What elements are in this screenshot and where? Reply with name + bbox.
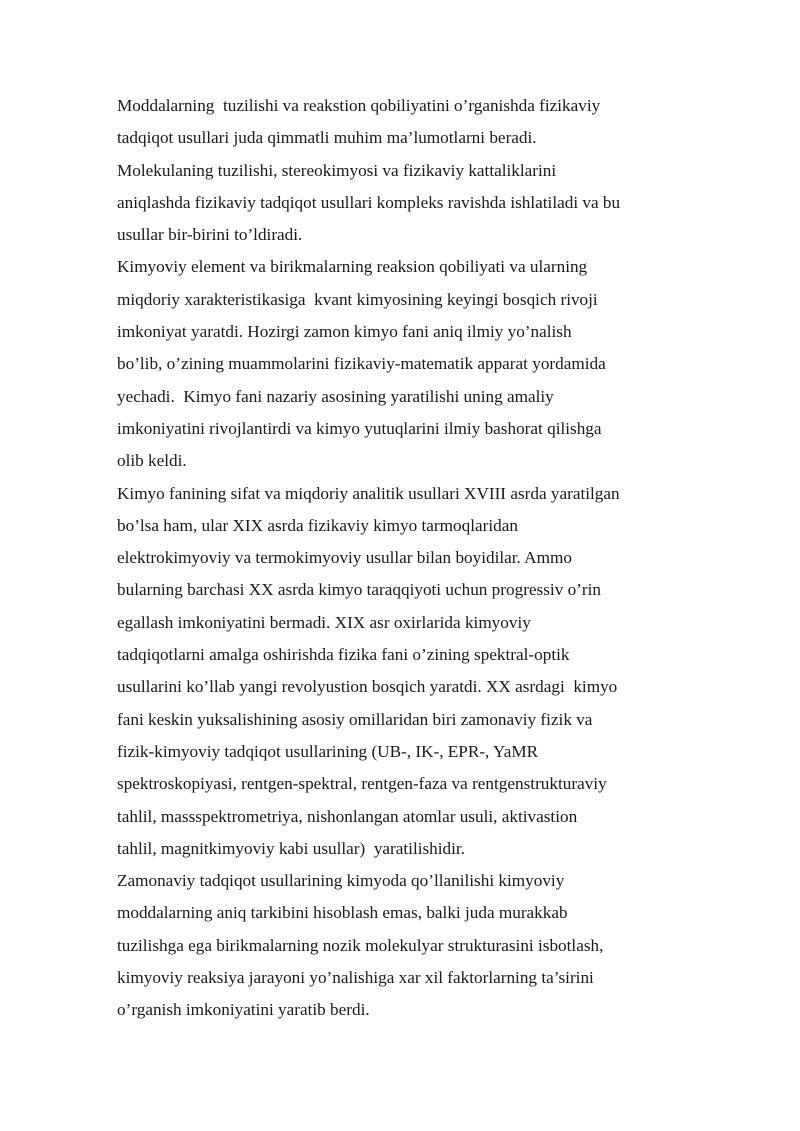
text-line: egallash imkoniyatini bermadi. XIX asr oxirlarida kimyoviy	[117, 612, 531, 632]
text-line: yechadi. Kimyo fani nazariy asosining yaratilishi uning amaliy	[117, 386, 554, 406]
text-line: tadqiqotlarni amalga oshirishda fizika fani o’zining spektral-optik	[117, 645, 570, 665]
text-line: olib keldi.	[117, 451, 187, 471]
text-line: aniqlashda fizikaviy tadqiqot usullari kompleks ravishda ishlatiladi va bu	[117, 192, 621, 212]
text-line: bo’lib, o’zining muammolarini fizikaviy-matematik apparat yordamida	[117, 354, 606, 374]
text-line: tahlil, massspektrometriya, nishonlangan atomlar usuli, aktivastion	[117, 806, 578, 826]
text-line: bularning barchasi XX asrda kimyo taraqqiyoti uchun progressiv o’rin	[117, 580, 601, 600]
text-line: kimyoviy reaksiya jarayoni yo’nalishiga xar xil faktorlarning ta’sirini	[117, 968, 594, 988]
text-line: usullar bir-birini to’ldiradi.	[117, 225, 303, 245]
text-line: moddalarning aniq tarkibini hisoblash emas, balki juda murakkab	[117, 903, 568, 923]
body-text	[117, 90, 687, 1027]
text-line: imkoniyat yaratdi. Hozirgi zamon kimyo fani aniq ilmiy yo’nalish	[117, 322, 572, 342]
text-line: fani keskin yuksalishining asosiy omillaridan biri zamonaviy fizik va	[117, 709, 593, 729]
text-line: tuzilishga ega birikmalarning nozik molekulyar strukturasini isbotlash,	[117, 935, 604, 955]
text-line: Molekulaning tuzilishi, stereokimyosi va fizikaviy kattaliklarini	[117, 160, 557, 180]
text-line: imkoniyatini rivojlantirdi va kimyo yutuqlarini ilmiy bashorat qilishga	[117, 418, 602, 438]
text-line: Kimyo fanining sifat va miqdoriy analitik usullari XVIII asrda yaratilgan	[117, 483, 620, 503]
text-line: Zamonaviy tadqiqot usullarining kimyoda qo’llanilishi kimyoviy	[117, 871, 565, 891]
text-line: miqdoriy xarakteristikasiga kvant kimyosining keyingi bosqich rivoji	[117, 289, 598, 309]
text-line: tahlil, magnitkimyoviy kabi usullar) yaratilishidir.	[117, 838, 465, 858]
text-line: spektroskopiyasi, rentgen-spektral, rentgen-faza va rentgenstrukturaviy	[117, 774, 607, 794]
text-line: o’rganish imkoniyatini yaratib berdi.	[117, 1000, 370, 1020]
text-line: usullarini ko’llab yangi revolyustion bosqich yaratdi. XX asrdagi kimyo	[117, 677, 618, 697]
text-line: bo’lsa ham, ular XIX asrda fizikaviy kimyo tarmoqlaridan	[117, 515, 518, 535]
text-line: elektrokimyoviy va termokimyoviy usullar bilan boyidilar. Ammo	[117, 548, 572, 568]
text-line: tadqiqot usullari juda qimmatli muhim ma’lumotlarni beradi.	[117, 128, 537, 148]
text-line: fizik-kimyoviy tadqiqot usullarining (UB-, IK-, EPR-, YaMR	[117, 741, 539, 761]
text-line: Moddalarning tuzilishi va reakstion qobiliyatini o’rganishda fizikaviy	[117, 96, 601, 115]
text-line: Kimyoviy element va birikmalarning reaksion qobiliyati va ularning	[117, 257, 588, 277]
